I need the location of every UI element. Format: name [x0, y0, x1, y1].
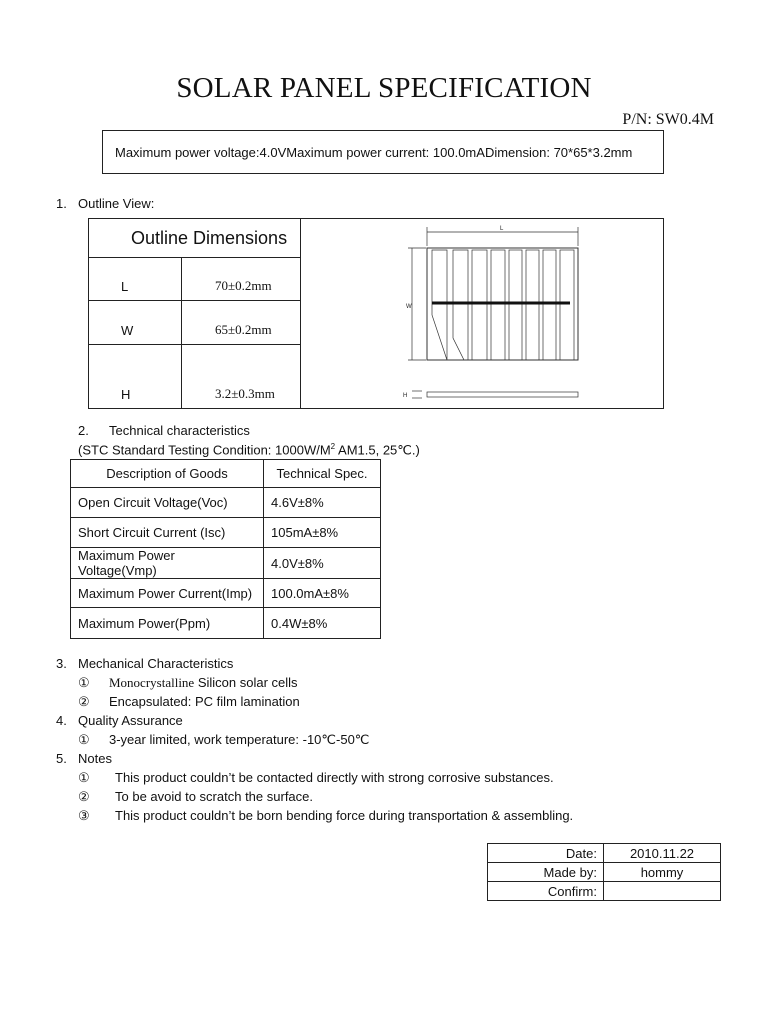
outline-table-title: Outline Dimensions	[89, 219, 301, 258]
row-item: Maximum Power(Ppm)	[71, 608, 264, 639]
row-item: Maximum Power Voltage(Vmp)	[71, 548, 264, 579]
section-3-number: 3.	[56, 656, 67, 671]
list-marker: ①	[78, 732, 90, 747]
list-marker: ②	[78, 694, 90, 709]
row-spec: 100.0mA±8%	[264, 579, 381, 608]
list-item: This product couldn’t be contacted directly with strong corrosive substances.	[115, 770, 554, 785]
table-row	[488, 844, 721, 863]
table-row	[71, 488, 381, 518]
table-row	[71, 579, 381, 608]
dim-value-l: 70±0.2mm	[182, 258, 301, 301]
row-spec: 4.6V±8%	[264, 488, 381, 518]
list-item	[109, 675, 298, 691]
technical-spec-table	[70, 459, 381, 639]
stc-condition-superscript: 2	[330, 442, 336, 451]
section-4-heading: Quality Assurance	[78, 713, 183, 728]
list-item: This product couldn’t be born bending force during transportation & assembling.	[115, 808, 574, 823]
summary-dimension: Dimension: 70*65*3.2mm	[484, 144, 633, 160]
dim-value-h: 3.2±0.3mm	[182, 345, 301, 409]
outline-dimensions-table	[88, 218, 301, 409]
stc-condition	[78, 442, 420, 458]
list-item-text: Silicon solar cells	[194, 675, 298, 690]
stc-condition-prefix: (STC Standard Testing Condition: 1000W/M	[78, 442, 331, 458]
list-marker: ③	[78, 808, 90, 823]
drawing-label-h: H	[403, 393, 408, 399]
row-spec: 0.4W±8%	[264, 608, 381, 639]
summary-current: Maximum power current: 100.0mA	[286, 144, 485, 160]
section-1-number: 1.	[56, 196, 67, 211]
row-spec: 105mA±8%	[264, 518, 381, 548]
dim-key-w: W	[89, 301, 182, 345]
dim-key-l: L	[89, 258, 182, 301]
table-row	[488, 863, 721, 882]
row-item: Short Circuit Current (Isc)	[71, 518, 264, 548]
signoff-table	[487, 843, 721, 901]
section-4-number: 4.	[56, 713, 67, 728]
list-item: Encapsulated: PC film lamination	[109, 694, 300, 709]
table-row	[71, 518, 381, 548]
part-number: P/N: SW0.4M	[622, 111, 714, 128]
drawing-label-l: L	[500, 226, 504, 232]
dim-key-h: H	[89, 345, 182, 409]
table-row	[488, 882, 721, 901]
row-item: Open Circuit Voltage(Voc)	[71, 488, 264, 518]
list-marker: ②	[78, 789, 90, 804]
row-item: Maximum Power Current(Imp)	[71, 579, 264, 608]
table-row	[71, 608, 381, 639]
technical-table-header	[71, 460, 381, 488]
section-2-number: 2.	[78, 423, 89, 438]
stc-condition-suffix: AM1.5, 25℃.)	[335, 442, 420, 458]
made-by-value: hommy	[604, 863, 721, 882]
page-title: SOLAR PANEL SPECIFICATION	[176, 72, 592, 104]
date-value: 2010.11.22	[604, 844, 721, 863]
section-1-heading: Outline View:	[78, 196, 155, 211]
row-spec: 4.0V±8%	[264, 548, 381, 579]
list-marker: ①	[78, 770, 90, 785]
date-label: Date:	[488, 844, 604, 863]
column-header-spec: Technical Spec.	[264, 460, 381, 488]
list-item: 3-year limited, work temperature: -10℃-50℃	[109, 732, 370, 747]
confirm-value	[604, 882, 721, 901]
section-5-heading: Notes	[78, 751, 112, 766]
confirm-label: Confirm:	[488, 882, 604, 901]
list-item-serif: Monocrystalline	[109, 675, 195, 690]
column-header-description: Description of Goods	[71, 460, 264, 488]
section-2-heading: Technical characteristics	[109, 423, 250, 438]
table-row	[71, 548, 381, 579]
dim-value-w: 65±0.2mm	[182, 301, 301, 345]
summary-voltage: Maximum power voltage:4.0V	[115, 144, 287, 160]
section-5-number: 5.	[56, 751, 67, 766]
drawing-label-w: W	[406, 304, 412, 310]
list-item: To be avoid to scratch the surface.	[115, 789, 313, 804]
panel-outline-drawing	[400, 220, 590, 406]
made-by-label: Made by:	[488, 863, 604, 882]
list-marker: ①	[78, 675, 90, 690]
section-3-heading: Mechanical Characteristics	[78, 656, 234, 671]
summary-box	[102, 130, 664, 174]
